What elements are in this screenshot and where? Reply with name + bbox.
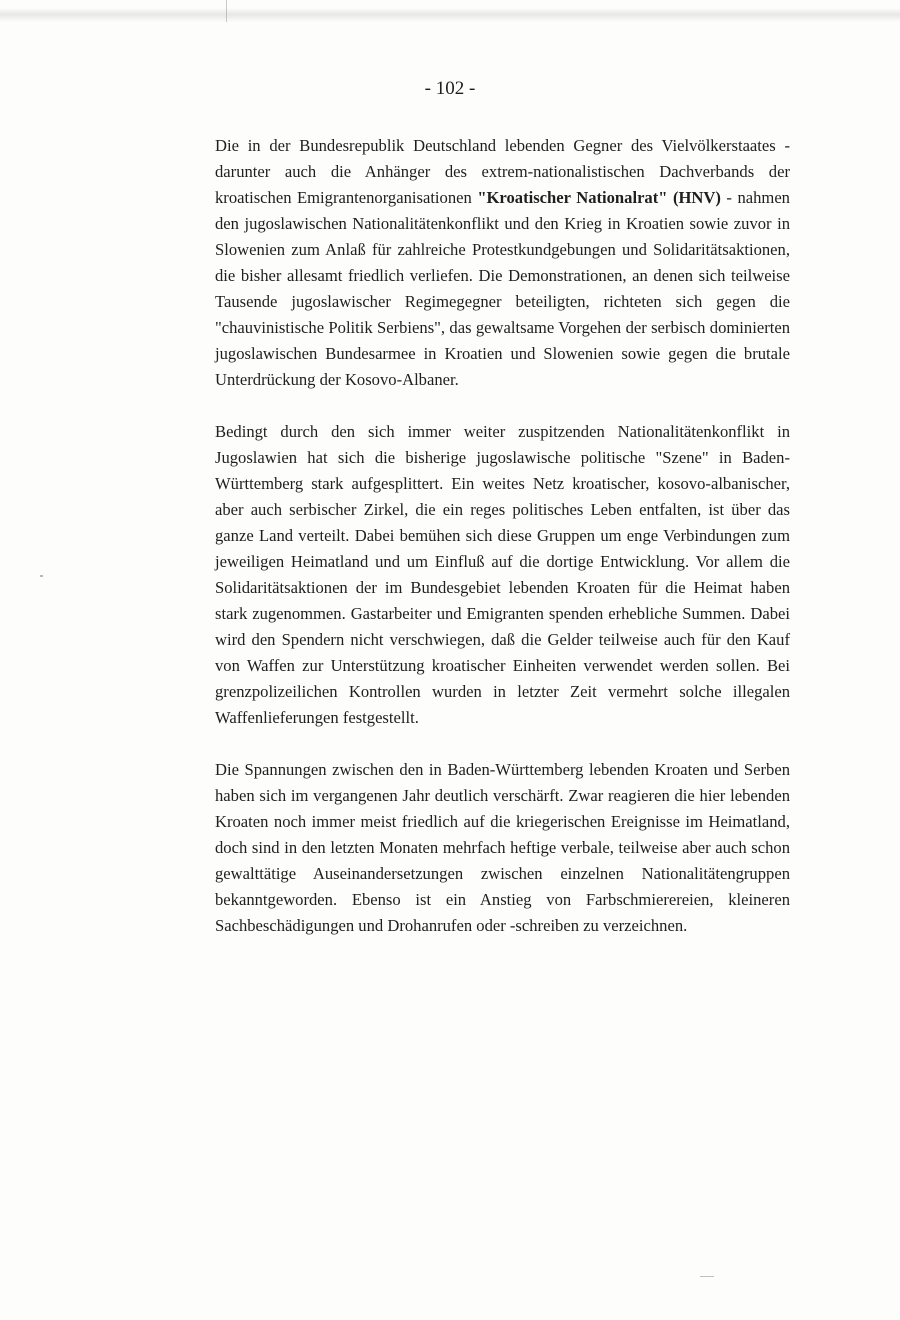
- paragraph-3: Die Spannungen zwischen den in Baden-Württemberg lebenden Kroaten und Serben haben sich im vergangenen Jahr deutlich verschärft. Zwar reagieren die hier lebenden Kroaten noch immer meist friedlich auf die kriegerischen Ereignisse im Heimatland, doch sind in den letzten Monaten mehrfach heftige verbale, teilweise aber auch schon gewalttätige Auseinandersetzungen zwischen einzelnen Nationalitätengruppen bekanntgeworden. Ebenso ist ein Anstieg von Farbschmierereien, kleineren Sachbeschädigungen und Drohanrufen oder -schreiben zu verzeichnen.: [215, 760, 790, 935]
- paragraph-1: [215, 133, 790, 393]
- paragraph-2: Bedingt durch den sich immer weiter zuspitzenden Nationalitätenkonflikt in Jugoslawien hat sich die bisherige jugoslawische politische "Szene" in Baden-Württemberg stark aufgesplittert. Ein weites Netz kroatischer, kosovo-albanischer, aber auch serbischer Zirkel, die ein reges politisches Leben entfalten, ist über das ganze Land verteilt. Dabei bemühen sich diese Gruppen um enge Verbindungen zum jeweiligen Heimatland und um Einfluß auf die dortige Entwicklung. Vor allem die Solidaritätsaktionen der im Bundesgebiet lebenden Kroaten für die Heimat haben stark zugenommen. Gastarbeiter und Emigranten spenden erhebliche Summen. Dabei wird den Spendern nicht verschwiegen, daß die Gelder teilweise auch für den Kauf von Waffen zur Unterstützung kroatischer Einheiten verwendet werden sollen. Bei grenzpolizeilichen Kontrollen wurden in letzter Zeit vermehrt solche illegalen Waffenlieferungen festgestellt.: [215, 422, 790, 727]
- scan-artifact-line: [226, 0, 227, 22]
- scan-artifact-dot: [40, 575, 43, 577]
- paragraph-1-intro: Die in der Bundesrepublik Deutschland lebenden Gegner des Vielvölkerstaates - darunter auch die Anhänger des extrem-nationalistischen Dachverbands der kroatischen Emigrantenorganisationen: [215, 136, 790, 207]
- page-number: - 102 -: [424, 78, 476, 99]
- scan-top-shadow: [0, 8, 900, 22]
- organization-name: "Kroatischer Nationalrat" (HNV): [477, 188, 721, 207]
- paragraph-1-rest: - nahmen den jugoslawischen Nationalitätenkonflikt und den Krieg in Kroatien sowie zuvor in Slowenien zum Anlaß für zahlreiche Protestkundgebungen und Solidaritätsaktionen, die bisher allesamt friedlich verliefen. Die Demonstrationen, an denen sich teilweise Tausende jugoslawischer Regimegegner beteiligten, richteten sich gegen die "chauvinistische Politik Serbiens", das gewaltsame Vorgehen der serbisch dominierten jugoslawischen Bundesarmee in Kroatien und Slowenien sowie gegen die brutale Unterdrückung der Kosovo-Albaner.: [215, 188, 790, 389]
- scan-artifact-dash: [700, 1276, 714, 1277]
- body-text: [215, 133, 790, 939]
